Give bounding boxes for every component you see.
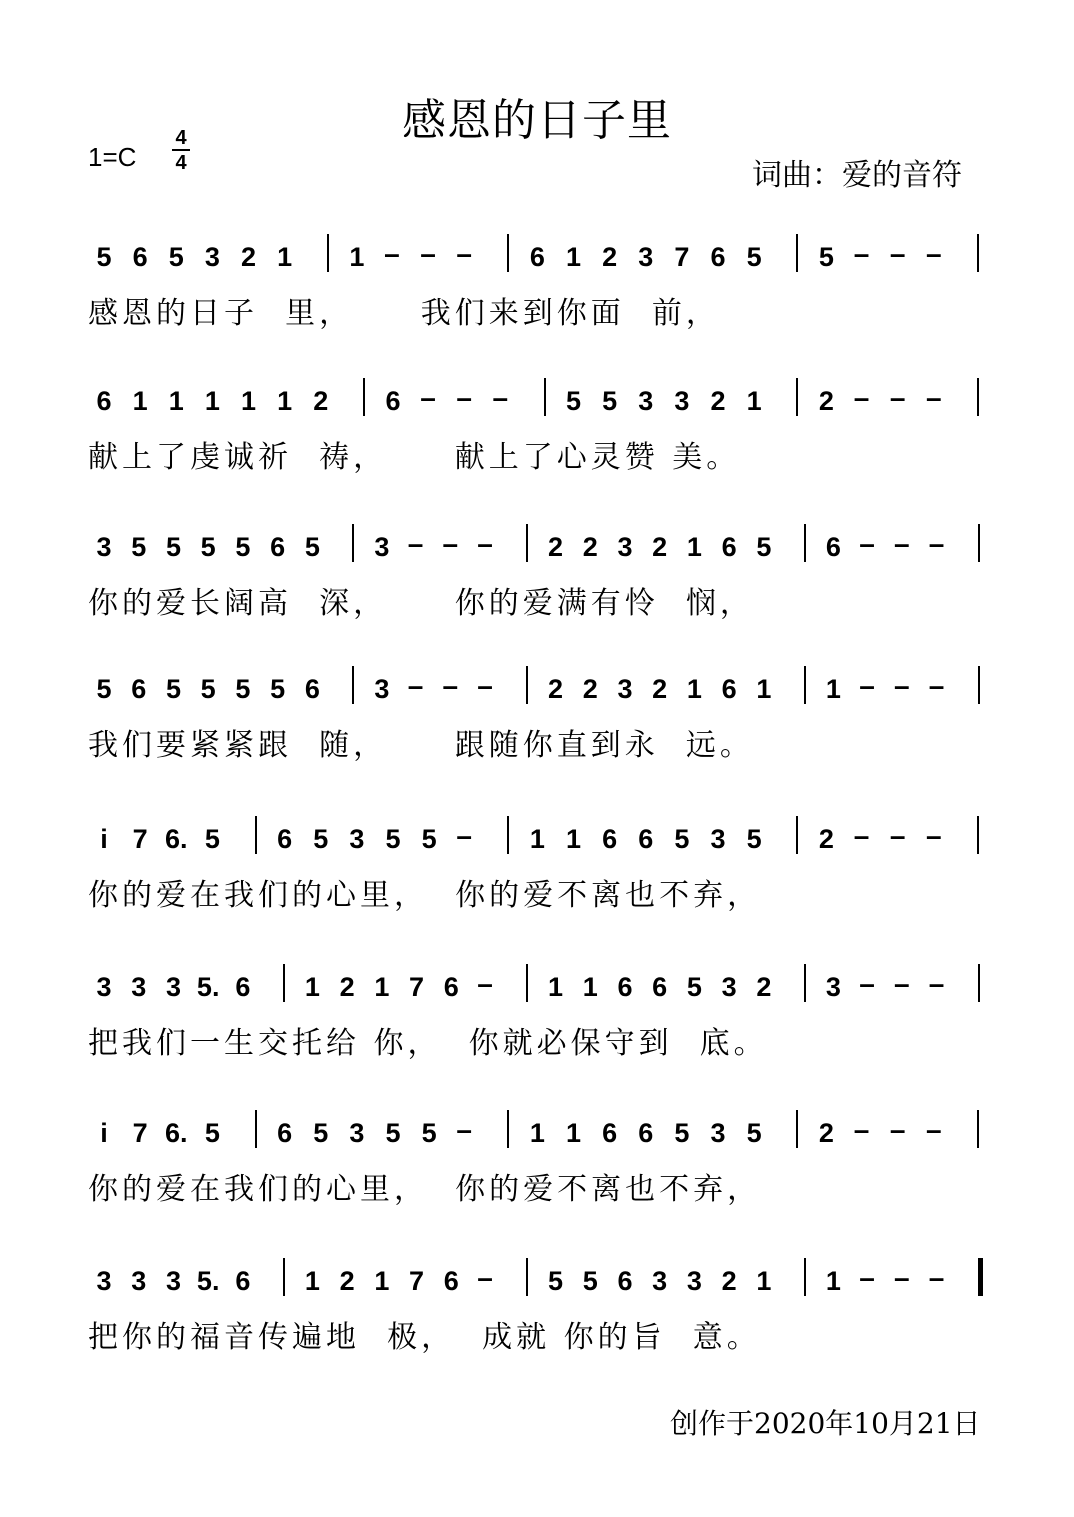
sustain-dash: – xyxy=(456,382,472,413)
note: 6 xyxy=(529,242,545,272)
note: 5 xyxy=(547,1266,564,1296)
note: 5 xyxy=(746,242,762,272)
note: 6 xyxy=(235,972,251,1002)
sustain-dash: – xyxy=(853,238,870,269)
note: 5 xyxy=(385,824,401,854)
note: 1 xyxy=(132,386,148,416)
note: 3 xyxy=(131,972,147,1002)
sustain-dash: – xyxy=(889,820,906,851)
note: 5 xyxy=(96,242,112,272)
sustain-dash: – xyxy=(853,820,870,851)
barline xyxy=(526,666,528,704)
note: 2 xyxy=(240,242,256,272)
sustain-dash: – xyxy=(928,1262,945,1293)
note: 7 xyxy=(409,1266,425,1296)
note: 3 xyxy=(131,1266,147,1296)
barline xyxy=(352,666,354,704)
sustain-dash: – xyxy=(456,238,472,269)
sustain-dash: – xyxy=(894,1262,910,1293)
barline xyxy=(796,816,798,854)
note: 1 xyxy=(547,972,564,1002)
note: 6 xyxy=(132,242,148,272)
barline xyxy=(977,1110,979,1148)
time-signature xyxy=(172,128,190,173)
sustain-dash: – xyxy=(477,528,493,559)
note: 1 xyxy=(529,1118,545,1148)
note: 3 xyxy=(652,1266,668,1296)
sustain-dash: – xyxy=(420,382,436,413)
note: 1 xyxy=(240,386,256,416)
sustain-dash: – xyxy=(442,528,459,559)
note: 3 xyxy=(374,674,390,704)
sustain-dash: – xyxy=(889,1114,906,1145)
score-line xyxy=(0,1104,1074,1244)
note: 6 xyxy=(304,674,320,704)
barline xyxy=(804,964,806,1002)
note: 5 xyxy=(385,1118,401,1148)
note: 6 xyxy=(617,1266,633,1296)
note: 1 xyxy=(277,386,293,416)
sustain-dash: – xyxy=(859,528,875,559)
note: 1 xyxy=(756,674,772,704)
note: 7 xyxy=(132,1118,148,1148)
note: 5 xyxy=(602,386,618,416)
note: 3 xyxy=(710,1118,726,1148)
note: 6 xyxy=(638,1118,654,1148)
note: 6 xyxy=(602,824,618,854)
sustain-dash: – xyxy=(492,382,509,413)
note: 3 xyxy=(349,824,365,854)
lyric-line: 把我们一生交托给 你， 你就必保守到 底。 xyxy=(88,1026,768,1061)
note: 2 xyxy=(339,1266,355,1296)
note: 2 xyxy=(313,386,329,416)
note: 1 xyxy=(529,824,545,854)
barline xyxy=(352,524,354,562)
note: 6 xyxy=(277,1118,293,1148)
barline xyxy=(804,524,806,562)
note: 6 xyxy=(825,532,841,562)
sustain-dash: – xyxy=(384,238,400,269)
sustain-dash: – xyxy=(928,968,945,999)
barline xyxy=(977,816,979,854)
sustain-dash: – xyxy=(889,382,906,413)
note: 7 xyxy=(409,972,425,1002)
barline xyxy=(804,666,806,704)
note: 7 xyxy=(132,824,148,854)
barline xyxy=(978,666,980,704)
note: 1 xyxy=(349,242,365,272)
note: 6 xyxy=(235,1266,251,1296)
note: 1 xyxy=(566,242,582,272)
note: 3 xyxy=(374,532,390,562)
barline xyxy=(327,234,329,272)
note: 6 xyxy=(96,386,112,416)
barline xyxy=(507,1110,509,1148)
barline xyxy=(796,234,798,272)
note: 1 xyxy=(204,386,220,416)
sustain-dash: – xyxy=(889,238,906,269)
lyric-line: 你的爱长阔高 深， 你的爱满有怜 悯， xyxy=(88,586,754,621)
note: 6 xyxy=(638,824,654,854)
note: 5 xyxy=(165,532,181,562)
note: 3 xyxy=(617,532,633,562)
note: 5 xyxy=(235,532,251,562)
sustain-dash: – xyxy=(928,670,945,701)
note: 6 xyxy=(721,532,737,562)
time-signature-bottom: 4 xyxy=(175,152,187,174)
barline xyxy=(283,1258,285,1296)
note: 7 xyxy=(674,242,690,272)
sustain-dash: – xyxy=(925,820,942,851)
score-line xyxy=(0,372,1074,512)
sustain-dash: – xyxy=(853,1114,870,1145)
barline xyxy=(363,378,365,416)
note: i xyxy=(100,1118,108,1148)
note: 1 xyxy=(756,1266,772,1296)
note: 1 xyxy=(304,972,320,1002)
note: 5 xyxy=(270,674,286,704)
barline xyxy=(796,1110,798,1148)
author-credit: 词曲：爱的音符 xyxy=(752,158,962,193)
sustain-dash: – xyxy=(894,968,910,999)
note: 5 xyxy=(421,1118,437,1148)
note: 3 xyxy=(96,1266,112,1296)
note: 6 xyxy=(602,1118,618,1148)
sustain-dash: – xyxy=(859,968,875,999)
note: 5 xyxy=(313,1118,329,1148)
note: 2 xyxy=(710,386,726,416)
sustain-dash: – xyxy=(853,382,870,413)
note: 2 xyxy=(547,674,564,704)
sustain-dash: – xyxy=(894,670,910,701)
note: 5 xyxy=(304,532,320,562)
note: 5 xyxy=(313,824,329,854)
barline xyxy=(978,524,980,562)
note: 3 xyxy=(96,972,112,1002)
score-line xyxy=(0,810,1074,950)
note: 5. xyxy=(196,972,220,1002)
note: 6. xyxy=(164,824,188,854)
barline xyxy=(526,524,528,562)
barline xyxy=(804,1258,806,1296)
note: 5. xyxy=(196,1266,220,1296)
composition-date: 创作于2020年10月21日 xyxy=(670,1407,981,1440)
note: 5 xyxy=(818,242,834,272)
barline xyxy=(507,816,509,854)
note: 5 xyxy=(686,972,702,1002)
lyric-line: 你的爱在我们的心里， 你的爱不离也不弃， xyxy=(88,878,762,913)
note: 3 xyxy=(674,386,690,416)
note: 5 xyxy=(200,532,216,562)
note: 3 xyxy=(638,242,654,272)
note: 3 xyxy=(617,674,633,704)
barline xyxy=(796,378,798,416)
note: 5 xyxy=(204,824,220,854)
lyric-line: 你的爱在我们的心里， 你的爱不离也不弃， xyxy=(88,1172,762,1207)
note: 6 xyxy=(443,972,459,1002)
note: 6 xyxy=(270,532,286,562)
note: 2 xyxy=(721,1266,737,1296)
note: 1 xyxy=(825,674,841,704)
sustain-dash: – xyxy=(928,528,945,559)
note: 5 xyxy=(131,532,147,562)
sustain-dash: – xyxy=(456,1114,472,1145)
time-signature-divider xyxy=(172,149,190,151)
key-signature: 1=C xyxy=(88,142,137,172)
note: 1 xyxy=(746,386,762,416)
note: 3 xyxy=(96,532,112,562)
score-line xyxy=(0,518,1074,658)
note: 2 xyxy=(818,386,834,416)
score-line xyxy=(0,660,1074,800)
note: 5 xyxy=(165,674,181,704)
note: 1 xyxy=(277,242,293,272)
note: 3 xyxy=(165,1266,181,1296)
note: 1 xyxy=(686,674,702,704)
note: 3 xyxy=(825,972,841,1002)
sustain-dash: – xyxy=(407,528,424,559)
barline xyxy=(526,964,528,1002)
barline xyxy=(255,816,257,854)
note: 2 xyxy=(818,824,834,854)
note: 6 xyxy=(652,972,668,1002)
note: 2 xyxy=(547,532,564,562)
note: 1 xyxy=(374,1266,390,1296)
sustain-dash: – xyxy=(859,670,875,701)
note: 6 xyxy=(385,386,401,416)
note: 1 xyxy=(582,972,598,1002)
song-title: 感恩的日子里 xyxy=(402,95,672,146)
note: 1 xyxy=(304,1266,320,1296)
note: 3 xyxy=(721,972,737,1002)
note: 3 xyxy=(686,1266,702,1296)
lyric-line: 献上了虔诚祈 祷， 献上了心灵赞 美。 xyxy=(88,440,741,475)
note: 6 xyxy=(443,1266,459,1296)
note: 2 xyxy=(582,532,598,562)
note: 6 xyxy=(277,824,293,854)
sustain-dash: – xyxy=(859,1262,875,1293)
sustain-dash: – xyxy=(477,670,493,701)
note: 2 xyxy=(652,532,668,562)
sustain-dash: – xyxy=(477,1262,493,1293)
barline xyxy=(977,378,979,416)
note: 5 xyxy=(96,674,112,704)
sustain-dash: – xyxy=(407,670,424,701)
lyric-line: 感恩的日子 里， 我们来到你面 前， xyxy=(88,296,720,331)
note: 3 xyxy=(710,824,726,854)
note: 2 xyxy=(602,242,618,272)
score-line xyxy=(0,958,1074,1098)
note: 6 xyxy=(617,972,633,1002)
note: 5 xyxy=(674,824,690,854)
note: 6 xyxy=(710,242,726,272)
score-line xyxy=(0,228,1074,368)
note: 5 xyxy=(582,1266,598,1296)
note: 1 xyxy=(825,1266,841,1296)
barline xyxy=(977,234,979,272)
note: 2 xyxy=(818,1118,834,1148)
note: 2 xyxy=(582,674,598,704)
barline xyxy=(507,234,509,272)
sustain-dash: – xyxy=(894,528,910,559)
note: 5 xyxy=(421,824,437,854)
note: 2 xyxy=(756,972,772,1002)
note: 3 xyxy=(204,242,220,272)
note: 5 xyxy=(566,386,582,416)
note: 2 xyxy=(652,674,668,704)
note: 5 xyxy=(746,824,762,854)
note: 6 xyxy=(721,674,737,704)
barline xyxy=(255,1110,257,1148)
barline xyxy=(526,1258,528,1296)
note: 6 xyxy=(131,674,147,704)
note: 5 xyxy=(674,1118,690,1148)
barline xyxy=(978,964,980,1002)
lyric-line: 我们要紧紧跟 随， 跟随你直到永 远。 xyxy=(88,728,754,763)
note: 6. xyxy=(164,1118,188,1148)
note: 1 xyxy=(168,386,184,416)
sustain-dash: – xyxy=(925,238,942,269)
note: 3 xyxy=(165,972,181,1002)
note: 3 xyxy=(349,1118,365,1148)
score-line xyxy=(0,1252,1074,1392)
sustain-dash: – xyxy=(456,820,472,851)
note: 5 xyxy=(235,674,251,704)
note: 3 xyxy=(638,386,654,416)
sustain-dash: – xyxy=(925,382,942,413)
note: 1 xyxy=(374,972,390,1002)
note: 2 xyxy=(339,972,355,1002)
note: 5 xyxy=(168,242,184,272)
barline xyxy=(283,964,285,1002)
note: 1 xyxy=(686,532,702,562)
barline xyxy=(544,378,546,416)
note: 5 xyxy=(746,1118,762,1148)
note: 1 xyxy=(566,824,582,854)
sustain-dash: – xyxy=(442,670,459,701)
time-signature-top: 4 xyxy=(175,127,187,149)
lyric-line: 把你的福音传遍地 极， 成就 你的旨 意。 xyxy=(88,1320,761,1355)
sustain-dash: – xyxy=(420,238,436,269)
note: 1 xyxy=(566,1118,582,1148)
final-barline xyxy=(978,1258,983,1296)
note: 5 xyxy=(204,1118,220,1148)
note: 5 xyxy=(756,532,772,562)
sustain-dash: – xyxy=(925,1114,942,1145)
note: i xyxy=(100,824,108,854)
sustain-dash: – xyxy=(477,968,493,999)
note: 5 xyxy=(200,674,216,704)
